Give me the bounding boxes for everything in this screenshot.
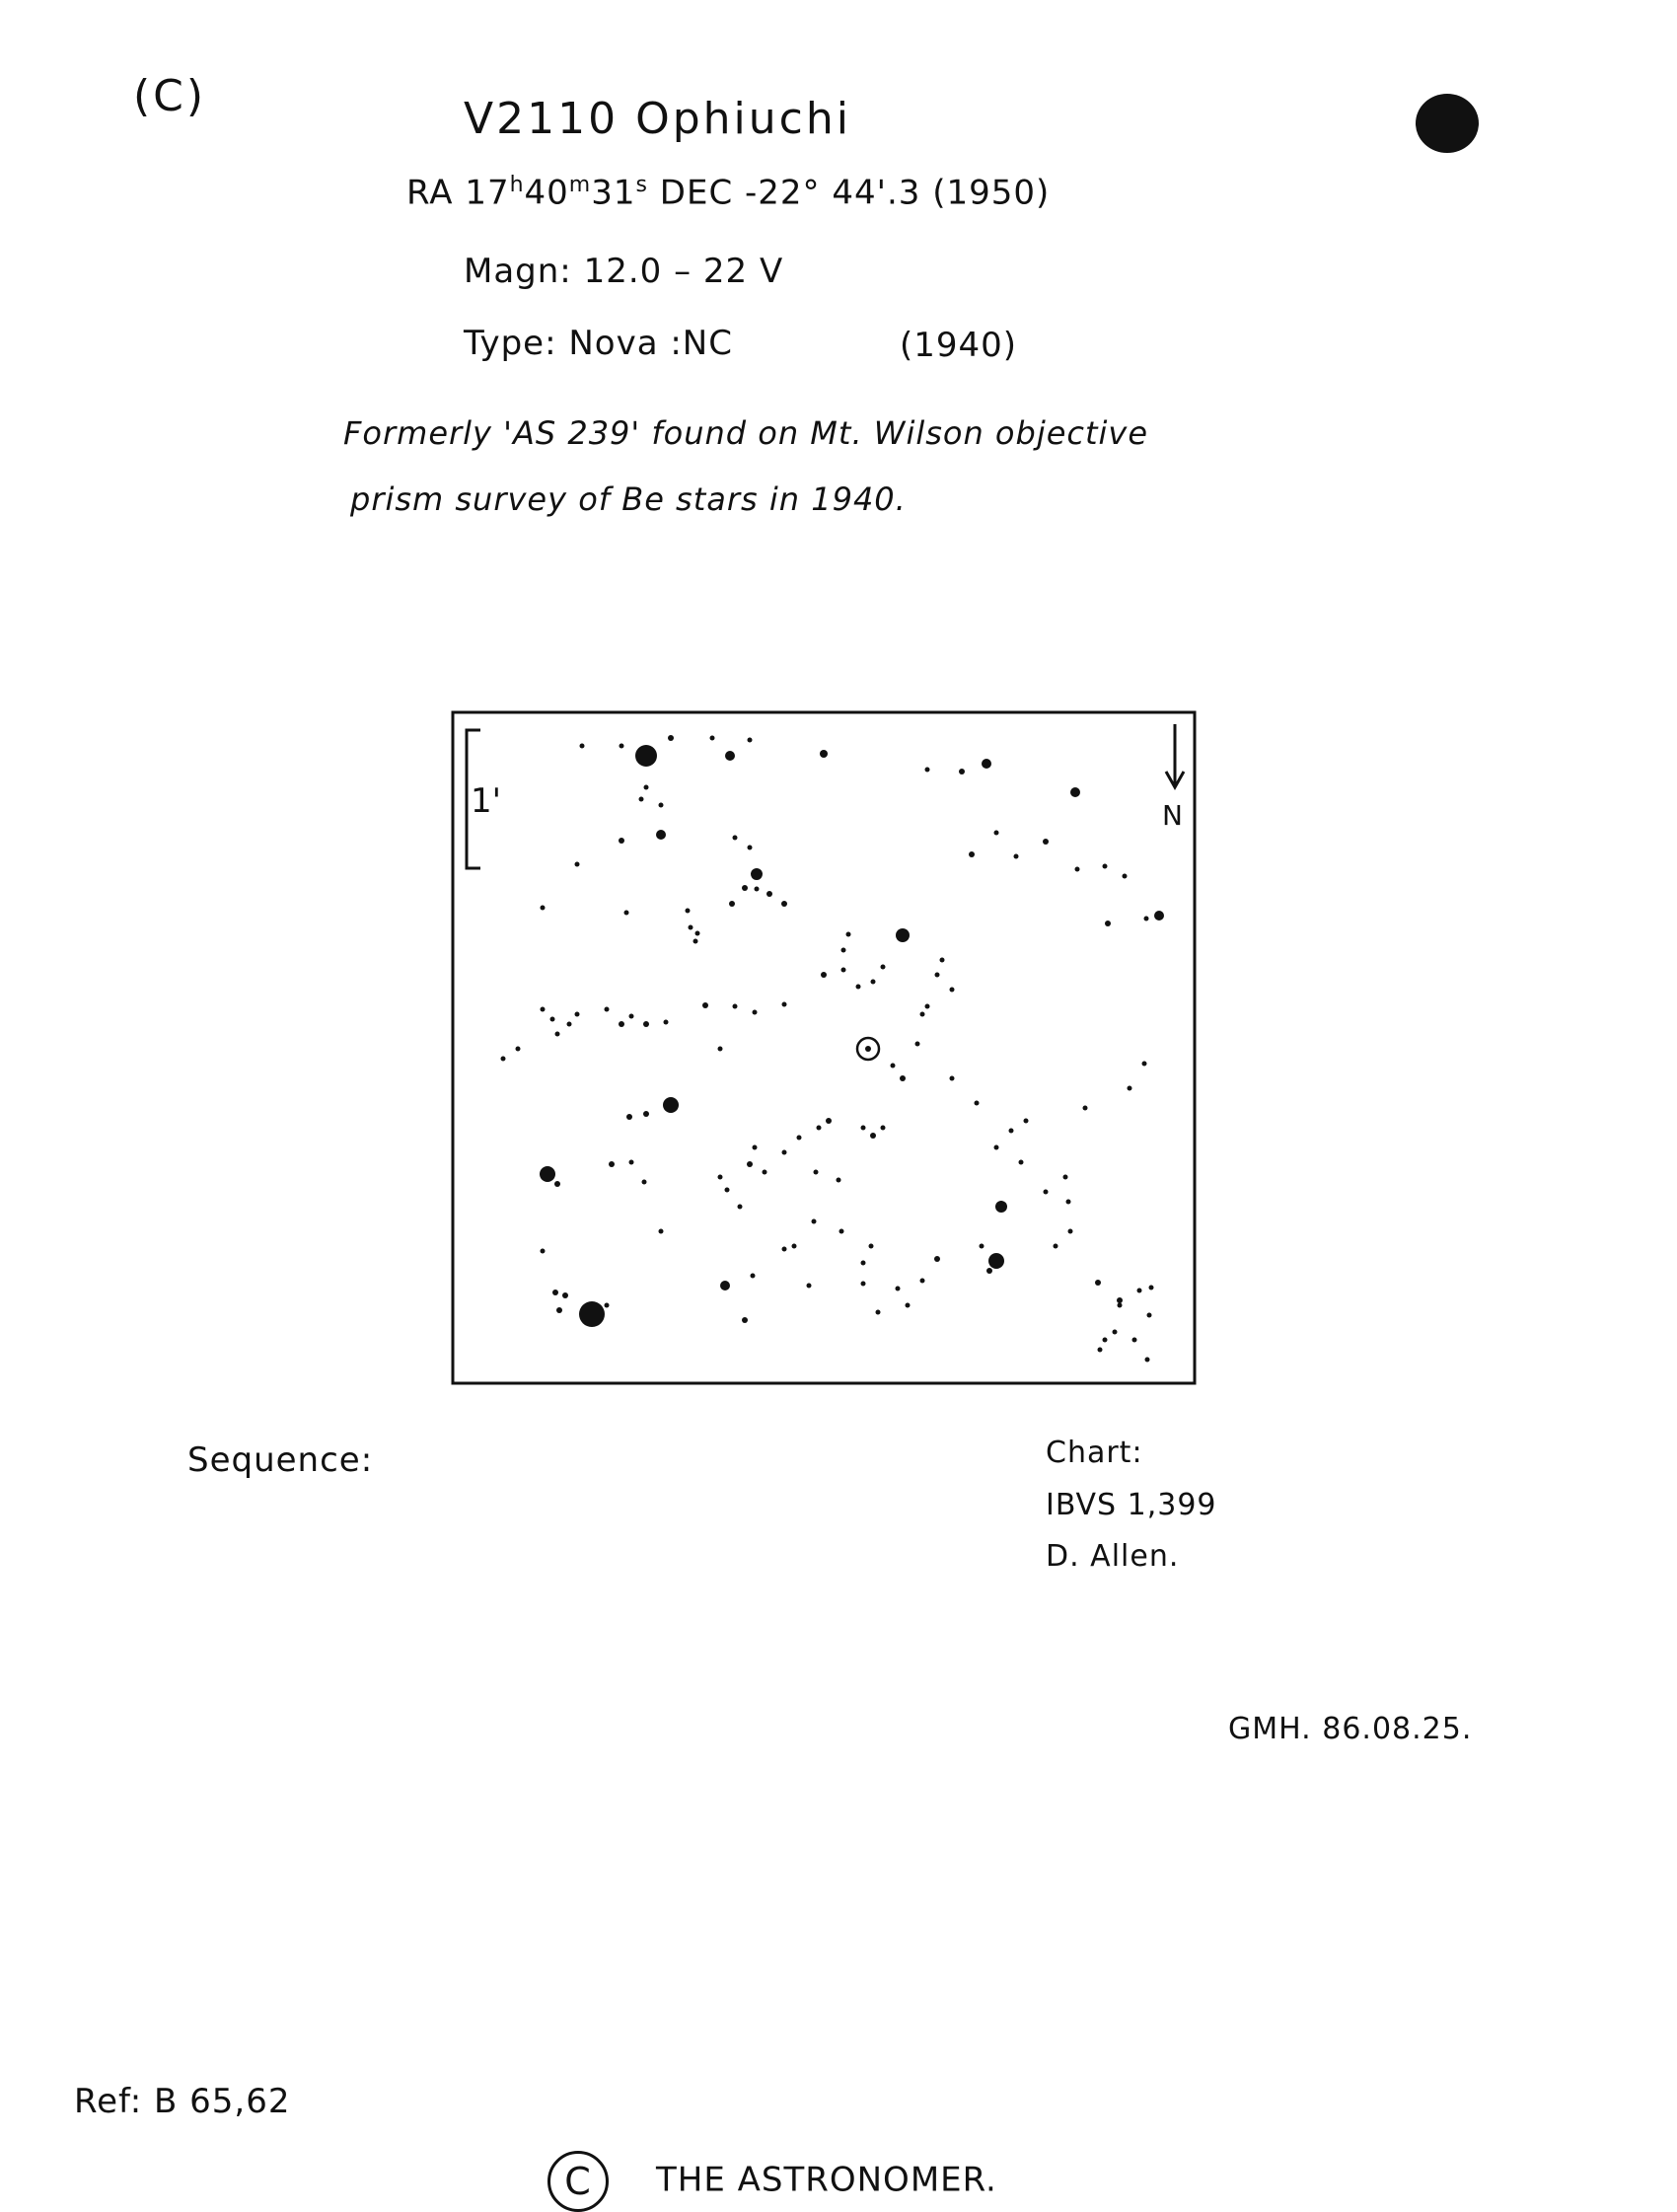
field-star [1070, 787, 1080, 797]
field-star [629, 1014, 634, 1019]
field-star [812, 1219, 817, 1224]
field-star [807, 1284, 812, 1289]
field-star [639, 797, 644, 802]
field-star [541, 1007, 546, 1012]
field-star [1075, 867, 1080, 872]
field-star [814, 1170, 819, 1175]
field-star [1043, 839, 1049, 845]
field-star [580, 744, 585, 749]
field-star [881, 965, 886, 970]
field-star [552, 1290, 558, 1295]
copyright-text: THE ASTRONOMER. [656, 2160, 997, 2200]
field-star [733, 1004, 738, 1009]
field-star [841, 968, 846, 973]
field-star [556, 1307, 562, 1313]
field-star [579, 1301, 605, 1327]
field-star [1044, 1190, 1049, 1195]
finder-chart [449, 708, 1199, 1389]
field-star [643, 1111, 649, 1117]
field-star [663, 1097, 679, 1113]
field-star [720, 1281, 730, 1290]
field-star [624, 911, 629, 916]
field-star [766, 891, 772, 897]
field-star [900, 1075, 906, 1081]
finder-chart-svg [449, 708, 1199, 1389]
field-star [891, 1064, 896, 1069]
field-star [643, 1021, 649, 1027]
ra-hours: 17 [465, 173, 510, 213]
field-star [729, 901, 735, 907]
field-star [935, 973, 940, 978]
field-star [826, 1118, 832, 1124]
copyright-line [547, 2151, 997, 2212]
field-star [575, 1012, 580, 1017]
field-star [1083, 1106, 1088, 1111]
field-star [995, 1201, 1007, 1213]
field-star [915, 1042, 920, 1047]
field-star [871, 980, 876, 985]
field-star [742, 1317, 748, 1323]
field-star [725, 751, 735, 761]
copyright-icon: C [547, 2151, 609, 2212]
field-star [755, 887, 760, 892]
note-line-1: Formerly 'AS 239' found on Mt. Wilson objective [343, 414, 1149, 452]
field-star [1063, 1175, 1068, 1180]
field-star [751, 868, 763, 880]
field-star [837, 1178, 841, 1183]
field-star [609, 1161, 615, 1167]
field-star [940, 958, 945, 963]
field-star [861, 1126, 866, 1131]
field-star [820, 750, 828, 758]
field-star [1113, 1330, 1118, 1335]
declination: DEC -22° 44'.3 [647, 173, 921, 213]
ra-seconds: 31 [591, 173, 636, 213]
ra-minutes: 40 [524, 173, 569, 213]
field-star [839, 1229, 844, 1234]
field-star [1098, 1348, 1103, 1353]
field-star [659, 803, 664, 808]
field-star [959, 769, 965, 774]
field-star [664, 1020, 669, 1025]
epoch: (1950) [932, 173, 1051, 213]
field-star [605, 1007, 610, 1012]
chart-source-line-3: D. Allen. [1046, 1539, 1180, 1574]
field-star [753, 1010, 758, 1015]
field-star [925, 768, 930, 773]
field-star [1149, 1286, 1154, 1290]
field-star [1068, 1229, 1073, 1234]
chart-source-line-1: Chart: [1046, 1436, 1143, 1470]
field-star [1024, 1119, 1029, 1124]
ra-prefix: RA [406, 173, 466, 213]
field-star [1103, 864, 1108, 869]
field-star [1105, 921, 1111, 926]
field-star [550, 1017, 555, 1022]
field-star [567, 1022, 572, 1027]
field-star [869, 1244, 874, 1249]
north-arrow-icon [1166, 724, 1184, 787]
magnitude-range: Magn: 12.0 – 22 V [464, 252, 784, 291]
field-star [856, 985, 861, 990]
field-star [1144, 917, 1149, 922]
field-star [797, 1136, 802, 1141]
coordinates: RA 17$^h$40$^m$31$^s$ DEC -22° 44'.3 (1950) [406, 173, 1051, 213]
field-star [693, 939, 698, 944]
field-star [1128, 1086, 1132, 1091]
field-star [1123, 874, 1128, 879]
field-star [620, 744, 624, 749]
field-star [710, 736, 715, 741]
field-star [763, 1170, 767, 1175]
chart-frame [453, 712, 1195, 1383]
field-star [659, 1229, 664, 1234]
field-star [934, 1256, 940, 1262]
field-star [870, 1133, 876, 1139]
field-star [1132, 1338, 1137, 1343]
field-star [792, 1244, 797, 1249]
field-star [876, 1310, 881, 1315]
field-star [925, 1004, 930, 1009]
field-star [994, 831, 999, 836]
field-star [994, 1145, 999, 1150]
field-star [920, 1012, 925, 1017]
corner-mark [1416, 94, 1479, 153]
field-star [541, 1249, 546, 1254]
field-star [695, 931, 700, 936]
field-star [733, 836, 738, 841]
field-star [501, 1057, 506, 1062]
field-star [1118, 1303, 1123, 1308]
field-star [554, 1181, 560, 1187]
field-star [1009, 1129, 1014, 1134]
field-star [629, 1160, 634, 1165]
variable-type: Type: Nova :NC [464, 324, 733, 363]
field-star [555, 1032, 560, 1037]
field-star [1145, 1358, 1150, 1363]
scale-label: 1' [471, 781, 501, 821]
field-star [988, 1253, 1004, 1269]
field-star [540, 1166, 555, 1182]
field-star [881, 1126, 886, 1131]
field-star [718, 1175, 723, 1180]
field-star [748, 846, 753, 850]
field-star [1103, 1338, 1108, 1343]
star-name: V2110 Ophiuchi [464, 94, 851, 144]
field-star [753, 1145, 758, 1150]
field-star [1137, 1289, 1142, 1293]
field-star [575, 862, 580, 867]
field-star [1066, 1200, 1071, 1205]
variable-marker [857, 1038, 879, 1060]
field-star [782, 1002, 787, 1007]
note-line-2: prism survey of Be stars in 1940. [350, 480, 907, 518]
field-star [782, 1150, 787, 1155]
field-star [896, 1287, 901, 1291]
field-star [516, 1047, 521, 1052]
field-star [626, 1114, 632, 1120]
field-star [975, 1101, 980, 1106]
field-star [644, 785, 649, 790]
field-star [747, 1161, 753, 1167]
field-star [1147, 1313, 1152, 1318]
field-star [619, 1021, 624, 1027]
field-star [718, 1047, 723, 1052]
page-label-c: (C) [133, 71, 207, 121]
field-star [782, 1247, 787, 1252]
field-star [846, 932, 851, 937]
field-star [980, 1244, 984, 1249]
field-star [906, 1303, 911, 1308]
field-star [861, 1261, 866, 1266]
north-label: N [1162, 799, 1183, 832]
field-star [1019, 1160, 1024, 1165]
field-star [1142, 1062, 1147, 1067]
field-star [742, 885, 748, 891]
field-star [1154, 911, 1164, 921]
field-star [562, 1292, 568, 1298]
field-star [781, 901, 787, 907]
field-star [635, 745, 657, 767]
field-star [702, 1002, 708, 1008]
field-star [541, 906, 546, 911]
field-star [920, 1279, 925, 1284]
reference: Ref: B 65,62 [74, 2082, 291, 2121]
field-star [686, 909, 691, 914]
field-star [817, 1126, 822, 1131]
field-star [950, 1076, 955, 1081]
field-star [605, 1303, 610, 1308]
field-star [1095, 1280, 1101, 1286]
field-star [861, 1282, 866, 1287]
field-star [619, 838, 624, 844]
chart-source-line-2: IBVS 1,399 [1046, 1488, 1217, 1522]
sequence-label: Sequence: [187, 1440, 374, 1480]
field-star [841, 948, 846, 953]
field-stars [501, 735, 1165, 1363]
field-star [1014, 854, 1019, 859]
field-star [1117, 1297, 1123, 1303]
field-star [656, 830, 666, 840]
field-star [821, 972, 827, 978]
nova-year: (1940) [900, 326, 1018, 365]
field-star [896, 928, 910, 942]
field-star [969, 851, 975, 857]
field-star [751, 1274, 756, 1279]
field-star [642, 1180, 647, 1185]
field-star [986, 1268, 992, 1274]
field-star [982, 759, 991, 769]
signature: GMH. 86.08.25. [1228, 1712, 1473, 1746]
field-star [668, 735, 674, 741]
field-star [950, 988, 955, 993]
field-star [738, 1205, 743, 1210]
field-star [689, 925, 693, 930]
field-star [725, 1188, 730, 1193]
field-star [1054, 1244, 1058, 1249]
field-star [748, 738, 753, 743]
